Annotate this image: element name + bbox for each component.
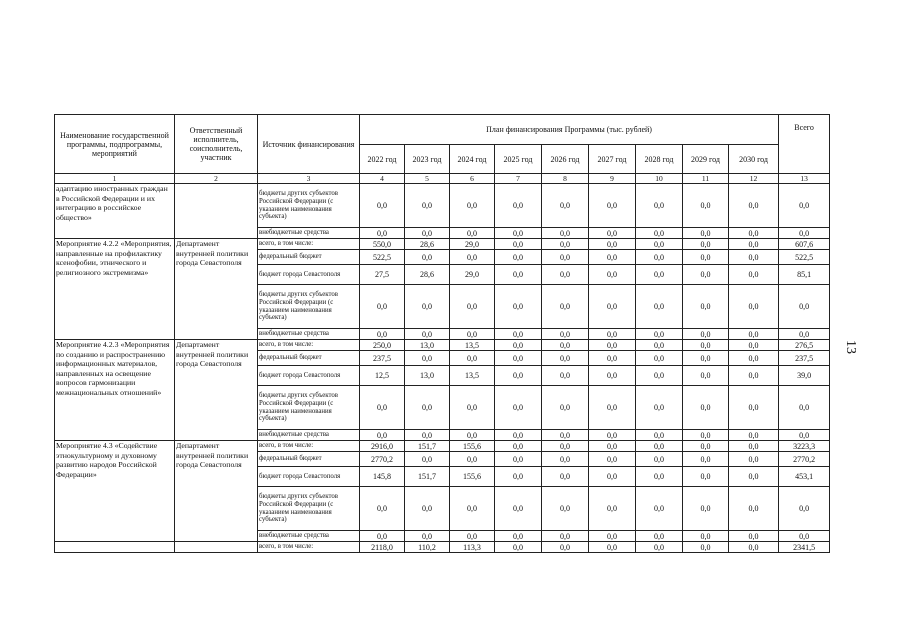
column-number: 7	[495, 174, 542, 184]
funding-source: бюджет города Севастополя	[258, 265, 360, 285]
funding-source: внебюджетные средства	[258, 531, 360, 542]
year-value: 13,5	[450, 340, 495, 351]
year-value: 29,0	[450, 239, 495, 250]
year-value: 0,0	[729, 531, 779, 542]
year-value: 0,0	[589, 487, 636, 531]
total-value: 522,5	[779, 250, 830, 265]
funding-source: всего, в том числе:	[258, 542, 360, 553]
year-value: 0,0	[495, 531, 542, 542]
total-value: 607,6	[779, 239, 830, 250]
year-value: 0,0	[542, 329, 589, 340]
year-value: 0,0	[729, 265, 779, 285]
year-value: 0,0	[683, 531, 729, 542]
year-value: 0,0	[495, 452, 542, 467]
measure-executor: Департамент внутренней политики города Севастополя	[175, 340, 258, 441]
year-value: 0,0	[542, 228, 589, 239]
year-value: 110,2	[405, 542, 450, 553]
year-value: 0,0	[495, 366, 542, 386]
year-value: 13,5	[450, 366, 495, 386]
header-source: Источник финансирования	[258, 115, 360, 174]
year-value: 0,0	[636, 329, 683, 340]
year-value: 0,0	[589, 285, 636, 329]
total-value: 237,5	[779, 351, 830, 366]
funding-source: федеральный бюджет	[258, 351, 360, 366]
column-number: 12	[729, 174, 779, 184]
funding-source: федеральный бюджет	[258, 250, 360, 265]
year-value: 0,0	[495, 430, 542, 441]
year-value: 0,0	[729, 542, 779, 553]
year-value: 0,0	[589, 184, 636, 228]
year-value: 0,0	[729, 441, 779, 452]
year-value: 28,6	[405, 265, 450, 285]
year-value: 0,0	[683, 467, 729, 487]
year-value: 0,0	[683, 285, 729, 329]
funding-source: всего, в том числе:	[258, 441, 360, 452]
year-value: 0,0	[729, 228, 779, 239]
header-year: 2026 год	[542, 145, 589, 174]
year-value: 0,0	[450, 531, 495, 542]
year-value: 0,0	[683, 487, 729, 531]
year-value: 0,0	[729, 329, 779, 340]
header-year: 2030 год	[729, 145, 779, 174]
header-name: Наименование государственной программы, подпрограммы, мероприятий	[55, 115, 175, 174]
year-value: 151,7	[405, 441, 450, 452]
year-value: 0,0	[589, 386, 636, 430]
column-number: 10	[636, 174, 683, 184]
financing-table-sheet	[54, 114, 830, 553]
year-value: 2118,0	[360, 542, 405, 553]
year-value: 0,0	[495, 184, 542, 228]
column-number: 4	[360, 174, 405, 184]
funding-source: бюджеты других субъектов Российской Федерации (с указанием наименования субъекта)	[258, 487, 360, 531]
measure-name: Мероприятие 4.2.3 «Мероприятия по созданию и распространению информационных материалов, направленных на освещение вопросов гармонизации межнациональных отношений»	[55, 340, 175, 441]
year-value: 0,0	[405, 487, 450, 531]
year-value: 0,0	[636, 542, 683, 553]
year-value: 0,0	[542, 351, 589, 366]
year-value: 0,0	[495, 239, 542, 250]
funding-source: федеральный бюджет	[258, 452, 360, 467]
year-value: 0,0	[683, 228, 729, 239]
financing-table	[54, 114, 830, 553]
year-value: 0,0	[405, 430, 450, 441]
year-value: 0,0	[450, 228, 495, 239]
year-value: 0,0	[542, 467, 589, 487]
column-number: 1	[55, 174, 175, 184]
year-value: 0,0	[636, 285, 683, 329]
page-number: 13	[843, 340, 858, 354]
column-number: 9	[589, 174, 636, 184]
year-value: 0,0	[450, 250, 495, 265]
year-value: 0,0	[495, 467, 542, 487]
year-value: 0,0	[405, 285, 450, 329]
measure-name: Мероприятие 4.2.2 «Мероприятия, направленные на профилактику ксенофобии, этнического и религиозного экстремизма»	[55, 239, 175, 340]
year-value: 0,0	[450, 487, 495, 531]
year-value: 28,6	[405, 239, 450, 250]
funding-source: бюджеты других субъектов Российской Федерации (с указанием наименования субъекта)	[258, 184, 360, 228]
year-value: 0,0	[495, 250, 542, 265]
column-number: 2	[175, 174, 258, 184]
total-value: 39,0	[779, 366, 830, 386]
year-value: 0,0	[542, 265, 589, 285]
year-value: 0,0	[542, 430, 589, 441]
funding-source: внебюджетные средства	[258, 228, 360, 239]
year-value: 0,0	[405, 386, 450, 430]
table-header	[55, 115, 830, 184]
column-numbers-row	[55, 174, 830, 184]
header-year: 2025 год	[495, 145, 542, 174]
year-value: 0,0	[589, 351, 636, 366]
header-year: 2023 год	[405, 145, 450, 174]
year-value: 0,0	[683, 452, 729, 467]
year-value: 0,0	[589, 329, 636, 340]
measure-executor	[175, 184, 258, 239]
funding-source: всего, в том числе:	[258, 340, 360, 351]
year-value: 0,0	[360, 430, 405, 441]
year-value: 0,0	[636, 531, 683, 542]
funding-source: бюджет города Севастополя	[258, 467, 360, 487]
year-value: 0,0	[683, 340, 729, 351]
year-value: 0,0	[729, 452, 779, 467]
year-value: 0,0	[542, 386, 589, 430]
year-value: 0,0	[495, 542, 542, 553]
year-value: 0,0	[683, 351, 729, 366]
year-value: 13,0	[405, 366, 450, 386]
year-value: 0,0	[636, 467, 683, 487]
year-value: 0,0	[405, 351, 450, 366]
year-value: 12,5	[360, 366, 405, 386]
table-body	[55, 184, 830, 553]
year-value: 0,0	[495, 265, 542, 285]
year-value: 0,0	[495, 329, 542, 340]
header-plan: План финансирования Программы (тыс. рублей)	[360, 115, 779, 145]
year-value: 0,0	[636, 386, 683, 430]
total-value: 85,1	[779, 265, 830, 285]
total-value: 2341,5	[779, 542, 830, 553]
year-value: 522,5	[360, 250, 405, 265]
year-value: 0,0	[450, 351, 495, 366]
year-value: 0,0	[495, 487, 542, 531]
year-value: 2916,0	[360, 441, 405, 452]
header-year: 2029 год	[683, 145, 729, 174]
year-value: 0,0	[589, 366, 636, 386]
funding-source: бюджеты других субъектов Российской Федерации (с указанием наименования субъекта)	[258, 285, 360, 329]
year-value: 0,0	[542, 452, 589, 467]
year-value: 0,0	[360, 386, 405, 430]
year-value: 0,0	[360, 329, 405, 340]
year-value: 0,0	[729, 386, 779, 430]
total-value: 0,0	[779, 386, 830, 430]
year-value: 0,0	[450, 285, 495, 329]
year-value: 0,0	[589, 430, 636, 441]
year-value: 0,0	[360, 531, 405, 542]
year-value: 0,0	[589, 250, 636, 265]
year-value: 0,0	[450, 329, 495, 340]
year-value: 0,0	[495, 285, 542, 329]
year-value: 0,0	[729, 340, 779, 351]
year-value: 0,0	[542, 184, 589, 228]
year-value: 0,0	[495, 351, 542, 366]
year-value: 0,0	[405, 184, 450, 228]
year-value: 0,0	[729, 239, 779, 250]
total-value: 0,0	[779, 531, 830, 542]
funding-source: бюджеты других субъектов Российской Федерации (с указанием наименования субъекта)	[258, 386, 360, 430]
year-value: 0,0	[636, 351, 683, 366]
year-value: 0,0	[729, 250, 779, 265]
column-number: 8	[542, 174, 589, 184]
funding-source: всего, в том числе:	[258, 239, 360, 250]
table-row	[55, 184, 830, 228]
year-value: 0,0	[683, 386, 729, 430]
year-value: 0,0	[360, 487, 405, 531]
total-value: 0,0	[779, 184, 830, 228]
column-number: 11	[683, 174, 729, 184]
year-value: 0,0	[495, 228, 542, 239]
header-year: 2028 год	[636, 145, 683, 174]
year-value: 0,0	[683, 430, 729, 441]
column-number: 3	[258, 174, 360, 184]
table-row	[55, 239, 830, 250]
year-value: 0,0	[729, 487, 779, 531]
measure-executor: Департамент внутренней политики города Севастополя	[175, 239, 258, 340]
year-value: 0,0	[542, 239, 589, 250]
total-value: 276,5	[779, 340, 830, 351]
year-value: 0,0	[636, 366, 683, 386]
year-value: 0,0	[542, 487, 589, 531]
year-value: 0,0	[450, 452, 495, 467]
year-value: 0,0	[589, 340, 636, 351]
year-value: 0,0	[636, 239, 683, 250]
year-value: 0,0	[729, 285, 779, 329]
year-value: 29,0	[450, 265, 495, 285]
header-executor: Ответственный исполнитель, соисполнитель, участник	[175, 115, 258, 174]
year-value: 0,0	[636, 441, 683, 452]
year-value: 155,6	[450, 467, 495, 487]
total-value: 3223,3	[779, 441, 830, 452]
year-value: 237,5	[360, 351, 405, 366]
funding-source: внебюджетные средства	[258, 430, 360, 441]
year-value: 0,0	[683, 265, 729, 285]
total-value: 0,0	[779, 228, 830, 239]
year-value: 0,0	[360, 285, 405, 329]
year-value: 155,6	[450, 441, 495, 452]
year-value: 145,8	[360, 467, 405, 487]
year-value: 0,0	[683, 366, 729, 386]
year-value: 0,0	[495, 441, 542, 452]
year-value: 550,0	[360, 239, 405, 250]
total-value: 0,0	[779, 329, 830, 340]
year-value: 0,0	[405, 531, 450, 542]
year-value: 0,0	[589, 265, 636, 285]
year-value: 0,0	[683, 542, 729, 553]
year-value: 2770,2	[360, 452, 405, 467]
year-value: 0,0	[495, 386, 542, 430]
table-row	[55, 340, 830, 351]
column-number: 5	[405, 174, 450, 184]
header-year: 2022 год	[360, 145, 405, 174]
header-total: Всего	[779, 115, 830, 174]
year-value: 0,0	[636, 452, 683, 467]
header-year: 2027 год	[589, 145, 636, 174]
year-value: 0,0	[636, 228, 683, 239]
year-value: 0,0	[542, 366, 589, 386]
year-value: 0,0	[683, 184, 729, 228]
year-value: 113,3	[450, 542, 495, 553]
year-value: 0,0	[729, 467, 779, 487]
measure-name	[55, 542, 175, 553]
year-value: 0,0	[405, 329, 450, 340]
table-row	[55, 542, 830, 553]
year-value: 0,0	[589, 239, 636, 250]
year-value: 0,0	[542, 542, 589, 553]
year-value: 0,0	[729, 430, 779, 441]
funding-source: бюджет города Севастополя	[258, 366, 360, 386]
year-value: 0,0	[405, 452, 450, 467]
year-value: 0,0	[683, 239, 729, 250]
year-value: 0,0	[542, 340, 589, 351]
total-value: 2770,2	[779, 452, 830, 467]
year-value: 0,0	[450, 184, 495, 228]
year-value: 0,0	[589, 228, 636, 239]
year-value: 0,0	[636, 430, 683, 441]
funding-source: внебюджетные средства	[258, 329, 360, 340]
year-value: 0,0	[360, 184, 405, 228]
year-value: 0,0	[589, 441, 636, 452]
year-value: 0,0	[683, 250, 729, 265]
year-value: 0,0	[589, 542, 636, 553]
measure-executor	[175, 542, 258, 553]
total-value: 453,1	[779, 467, 830, 487]
year-value: 0,0	[405, 228, 450, 239]
year-value: 0,0	[683, 441, 729, 452]
year-value: 0,0	[450, 386, 495, 430]
total-value: 0,0	[779, 285, 830, 329]
year-value: 0,0	[542, 285, 589, 329]
total-value: 0,0	[779, 487, 830, 531]
year-value: 0,0	[683, 329, 729, 340]
year-value: 0,0	[495, 340, 542, 351]
year-value: 0,0	[636, 184, 683, 228]
year-value: 0,0	[542, 441, 589, 452]
year-value: 0,0	[729, 366, 779, 386]
year-value: 0,0	[589, 467, 636, 487]
year-value: 0,0	[729, 351, 779, 366]
measure-name: Мероприятие 4.3 «Содействие этнокультурному и духовному развитию народов Российской Федерации»	[55, 441, 175, 542]
year-value: 0,0	[542, 531, 589, 542]
year-value: 250,0	[360, 340, 405, 351]
year-value: 0,0	[450, 430, 495, 441]
column-number: 6	[450, 174, 495, 184]
year-value: 0,0	[589, 452, 636, 467]
year-value: 0,0	[542, 250, 589, 265]
column-number: 13	[779, 174, 830, 184]
total-value: 0,0	[779, 430, 830, 441]
table-row	[55, 441, 830, 452]
year-value: 0,0	[636, 487, 683, 531]
year-value: 0,0	[636, 340, 683, 351]
year-value: 0,0	[636, 250, 683, 265]
year-value: 0,0	[729, 184, 779, 228]
year-value: 0,0	[360, 228, 405, 239]
year-value: 0,0	[589, 531, 636, 542]
year-value: 27,5	[360, 265, 405, 285]
year-value: 13,0	[405, 340, 450, 351]
year-value: 0,0	[405, 250, 450, 265]
year-value: 0,0	[636, 265, 683, 285]
measure-name: адаптацию иностранных граждан в Российской Федерации и их интеграцию в российское общество»	[55, 184, 175, 239]
measure-executor: Департамент внутренней политики города Севастополя	[175, 441, 258, 542]
year-value: 151,7	[405, 467, 450, 487]
header-year: 2024 год	[450, 145, 495, 174]
